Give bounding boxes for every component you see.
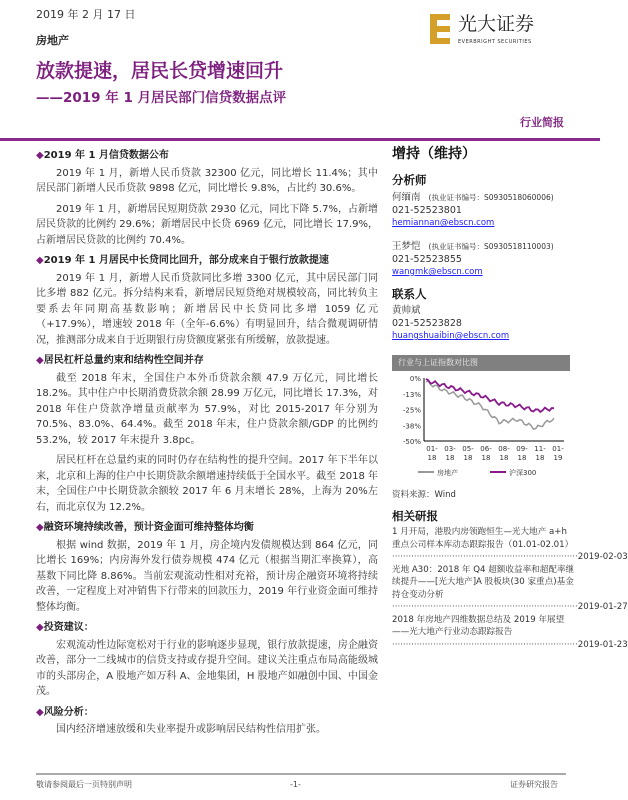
section-heading — [36, 705, 378, 721]
paragraph: 2019 年 1 月，新增人民币贷款同比多增 3300 亿元，其中居民部门同比多增 882 亿元。拆分结构来看，新增居民短贷绝对规模较高，同比转负主要系去年同期高基数影响；新增居民中长贷同比多增 1059 亿元（+17.9%），增速较 2018 年（全年-6.6%）有明显回升，结合微观调研情况，推测部分成来自于近期银行房贷额度紧张有所缓解，放款提速。 — [36, 272, 378, 346]
series-line-hs300 — [426, 379, 554, 412]
diamond-bullet-icon: ◆ — [36, 150, 44, 161]
diamond-bullet-icon: ◆ — [36, 522, 44, 533]
section-heading-text: 融资环境持续改善，预计资金面可维持整体均衡 — [43, 522, 254, 533]
logo-cn: 光大证券 — [458, 13, 535, 35]
legend-label: 房地产 — [437, 469, 458, 477]
contact-name: 黄帅斌 — [392, 305, 421, 316]
report-date: 2019 年 2 月 17 日 — [36, 8, 136, 21]
x-tick-label: 18 — [427, 454, 437, 462]
footer-divider — [36, 773, 566, 775]
x-tick-label: 08- — [498, 445, 510, 453]
diamond-bullet-icon: ◆ — [36, 355, 44, 366]
x-tick-label: 01- — [552, 445, 564, 453]
analyst-1 — [392, 191, 582, 230]
logo-mark-icon — [430, 14, 450, 44]
analyst-email-link[interactable]: wangmk@ebscn.com — [392, 267, 483, 277]
chart-svg — [392, 371, 570, 489]
related-report-date: 2019-01-27 — [577, 602, 628, 612]
company-logo — [430, 12, 560, 48]
paragraph: 根据 wind 数据，2019 年 1 月，房企境内发债规模达到 864 亿元，同比增长 169%；内房海外发行债券规模 474 亿元（根据当期汇率换算），高基数下同比降 8.86%。当前宏观流动性相对充裕，预计房企融资环境将持续改善，一定程度上对冲销售下行带来的回款压力，2019 年行业资金面可维持整体均衡。 — [36, 539, 378, 613]
y-tick-label: 0% — [409, 375, 421, 383]
sidebar — [392, 143, 628, 651]
contact-heading: 联系人 — [392, 287, 427, 301]
section-heading — [36, 148, 378, 164]
x-tick-label: 19 — [553, 454, 563, 462]
leader-dots: ···································································· — [392, 639, 578, 650]
section-heading — [36, 620, 378, 636]
main-content — [36, 143, 378, 738]
related-report-date-row — [392, 601, 628, 614]
page-number: -1- — [290, 780, 301, 789]
logo-mark-cut — [437, 20, 450, 26]
related-report-date: 2019-02-03 — [577, 552, 628, 562]
x-tick-label: 18 — [499, 454, 509, 462]
diamond-bullet-icon: ◆ — [36, 706, 44, 718]
x-tick-label: 18 — [445, 454, 455, 462]
related-report-item[interactable] — [392, 526, 628, 564]
section-heading-text: 风险分析： — [43, 706, 94, 718]
x-tick-label: 06- — [480, 445, 492, 453]
related-report-date-row — [392, 551, 628, 564]
related-report-title[interactable]: 1 月开局，港股内房领跑恒生—光大地产 a+h 重点公司样本库动态跟踪报告（01.01-02.01） — [392, 527, 574, 550]
paragraph: 居民杠杆在总量约束的同时仍存在结构性的提升空间。2017 年下半年以来，北京和上海的住户中长期贷款余额增速持续低于全国水平。截至 2018 年末，全国住户中长期贷款余额较 2017 年 6 月末增长 28%，上海为 20%左右，而北京仅为 12.2%。 — [36, 455, 378, 513]
paragraph: 国内经济增速放缓和失业率提升或影响居民结构性信用扩张。 — [56, 724, 326, 735]
x-tick-label: 18 — [535, 454, 545, 462]
related-report-title[interactable]: 光地 A30：2018 年 Q4 超额收益率和超配率继续提升——[光大地产]A 股板块(30 家重点)基金持仓变动分析 — [392, 564, 575, 600]
x-tick-label: 18 — [463, 454, 473, 462]
analyst-phone: 021-52523855 — [392, 254, 462, 265]
contact-phone: 021-52523828 — [392, 318, 462, 329]
y-tick-label: -38% — [402, 422, 421, 431]
report-title: 放款提速，居民长贷增速回升 — [36, 60, 284, 82]
analyst-name: 何缅南 — [392, 192, 421, 203]
paragraph: 2019 年 1 月，新增人民币贷款 32300 亿元，同比增长 11.4%；其中居民部门新增人民币贷款 9898 亿元，同比增长 9.8%，占比约 30.6%。 — [36, 167, 378, 194]
y-tick-label: -13% — [402, 390, 421, 399]
contact-email-link[interactable]: huangshuaibin@ebscn.com — [392, 331, 510, 341]
logo-en: EVERBRIGHT SECURITIES — [458, 39, 532, 45]
related-report-item[interactable] — [392, 564, 628, 614]
related-report-date-row — [392, 639, 628, 652]
analyst-heading: 分析师 — [392, 173, 427, 187]
footer-doc-type: 证券研究报告 — [510, 780, 558, 789]
related-heading: 相关研报 — [392, 509, 438, 523]
x-tick-label: 11- — [534, 445, 546, 453]
analyst-email-link[interactable]: hemiannan@ebscn.com — [392, 218, 495, 228]
related-report-date: 2019-01-23 — [577, 639, 628, 650]
section-heading — [36, 520, 378, 536]
report-subtitle: ——2019 年 1 月居民部门信贷数据点评 — [36, 90, 287, 106]
x-tick-label: 18 — [481, 454, 491, 462]
contact — [392, 304, 582, 343]
y-tick-label: -50% — [402, 438, 421, 446]
logo-mark-cut — [437, 32, 450, 38]
section-heading-text: 居民杠杆总量约束和结构性空间并存 — [43, 355, 204, 366]
section-heading-text: 投资建议： — [43, 622, 94, 633]
section-heading — [36, 353, 378, 369]
section-heading — [36, 253, 378, 269]
analyst-2 — [392, 240, 582, 279]
section-heading-text: 2019 年 1 月居民中长贷同比回升，部分成来自于银行放款提速 — [43, 255, 329, 266]
y-tick-label: -25% — [402, 406, 421, 415]
x-tick-label: 09- — [516, 445, 528, 453]
rating: 增持（维持） — [392, 146, 476, 162]
report-type: 行业简报 — [520, 116, 564, 129]
analyst-phone: 021-52523801 — [392, 205, 462, 216]
leader-dots: ···································································· — [392, 552, 578, 562]
x-tick-label: 18 — [517, 454, 527, 462]
analyst-name: 王梦恺 — [392, 241, 421, 252]
series-line-real-estate — [426, 381, 554, 429]
chart-title: 行业与上证指数对比图 — [392, 355, 570, 371]
x-tick-label: 05- — [462, 445, 474, 453]
leader-dots: ···································································· — [392, 602, 578, 612]
chart-source: 资料来源：Wind — [392, 490, 456, 500]
paragraph: 截至 2018 年末，全国住户本外币贷款余额 47.9 万亿元，同比增长 18.2%。其中住户中长期消费贷款余额 28.99 万亿元，同比增长 17.3%，对 2018 年住户贷款净增量贡献率为 57.9%，对比 2015-2017 年分别为 70.5%、83.0%、64.4%。截至 2018 年末，住户贷款余额/GDP 的比例约 53.2%，较 2017 年末提升 3.8pc。 — [36, 372, 378, 446]
x-tick-label: 03- — [444, 445, 456, 453]
analyst-cert: (执业证书编号：S0930518060006) — [428, 193, 554, 202]
footer-disclaimer: 敬请参阅最后一页特别声明 — [36, 780, 132, 789]
x-tick-label: 01- — [426, 445, 438, 453]
diamond-bullet-icon: ◆ — [36, 255, 44, 266]
paragraph: 宏观流动性边际宽松对于行业的影响逐步显现，银行放款提速，房企融资改善，部分一二线城市的信贷支持或存提升空间。建议关注重点布局高能级城市的头部房企，A 股地产如万科 A、金地集团，H 股地产如融创中国、中国金茂。 — [36, 639, 378, 697]
legend-label: 沪深300 — [509, 469, 537, 477]
related-reports — [392, 509, 628, 651]
sector-label: 房地产 — [36, 34, 69, 47]
analyst-cert: (执业证书编号：S0930518110003) — [428, 242, 554, 251]
index-comparison-chart — [392, 355, 570, 501]
header-divider — [0, 138, 600, 141]
related-report-item[interactable] — [392, 614, 628, 652]
paragraph: 2019 年 1 月，新增居民短期贷款 2930 亿元，同比下降 5.7%，占新增居民贷款的比例约 29.6%；新增居民中长贷 6969 亿元，同比增长 17.9%，占新增居民贷款的比例约 70.4%。 — [36, 203, 378, 246]
diamond-bullet-icon: ◆ — [36, 622, 44, 633]
related-report-title[interactable]: 2018 年房地产四维数据总结及 2019 年展望——光大地产行业动态跟踪报告 — [392, 614, 565, 637]
section-heading-text: 2019 年 1 月信贷数据公布 — [43, 150, 169, 161]
